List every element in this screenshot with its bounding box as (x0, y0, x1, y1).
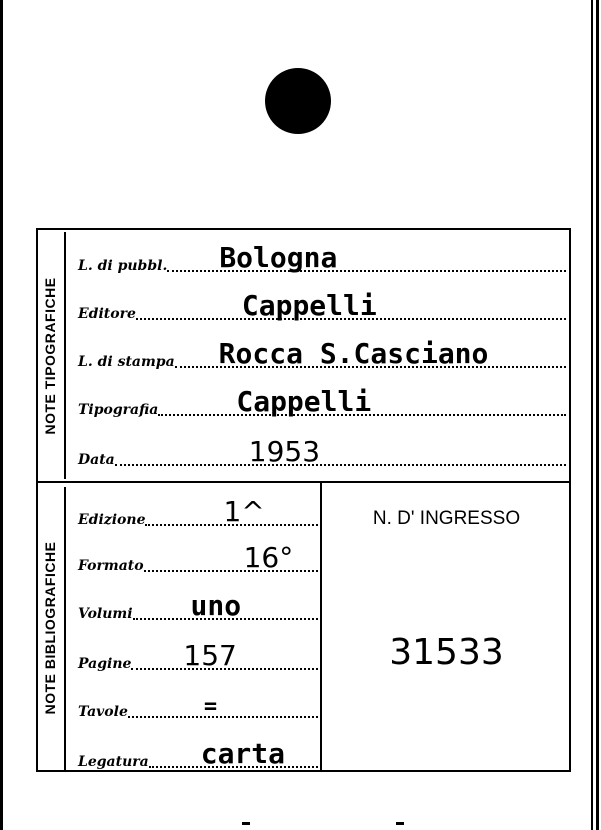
field-value: 1^ (223, 495, 265, 528)
field-value: Bologna (219, 241, 338, 274)
section-divider (36, 481, 571, 483)
field-label: Pagine (78, 656, 132, 672)
section-label-bibliografiche: NOTE BIBLIOGRAFICHE (42, 541, 58, 715)
field-value: Cappelli (236, 385, 372, 418)
field-value: uno (190, 589, 242, 622)
ingresso-number: 31533 (389, 632, 504, 673)
section-label-tipografiche: NOTE TIPOGRAFICHE (42, 277, 58, 435)
field-luogo-pubblicazione (78, 240, 566, 278)
field-tipografia (78, 384, 566, 422)
scan-mark (242, 822, 250, 825)
card-left-edge (0, 0, 3, 830)
punch-hole (265, 68, 331, 134)
field-editore (78, 288, 566, 326)
field-label: Data (78, 452, 115, 468)
card-right-edge-outer (596, 0, 599, 830)
field-value: carta (200, 737, 286, 770)
field-formato (78, 540, 318, 578)
field-value: = (203, 694, 218, 719)
field-value: 1953 (248, 435, 321, 468)
card-right-edge (591, 0, 593, 830)
field-legatura (78, 736, 318, 774)
scan-mark (396, 822, 404, 825)
field-label: Editore (78, 306, 136, 322)
field-edizione (78, 494, 318, 532)
bibliografiche-label-border (64, 487, 66, 770)
field-tavole (78, 686, 318, 724)
field-label: L. di stampa (78, 354, 175, 370)
field-data (78, 434, 566, 472)
field-label: L. di pubbl. (78, 258, 168, 274)
field-label: Edizione (78, 512, 146, 528)
field-volumi (78, 588, 318, 626)
field-label: Formato (78, 558, 144, 574)
field-pagine (78, 638, 318, 676)
field-label: Legatura (78, 754, 149, 770)
field-label: Tipografia (78, 402, 159, 418)
field-luogo-stampa (78, 336, 566, 374)
tipografiche-label-border (64, 232, 66, 479)
field-label: Tavole (78, 704, 128, 720)
ingresso-title: N. D' INGRESSO (372, 508, 521, 529)
field-value: 157 (183, 639, 237, 672)
field-value: 16° (243, 541, 294, 574)
field-label: Volumi (78, 606, 133, 622)
field-value: Cappelli (241, 289, 377, 322)
field-value: Rocca S.Casciano (218, 337, 489, 370)
